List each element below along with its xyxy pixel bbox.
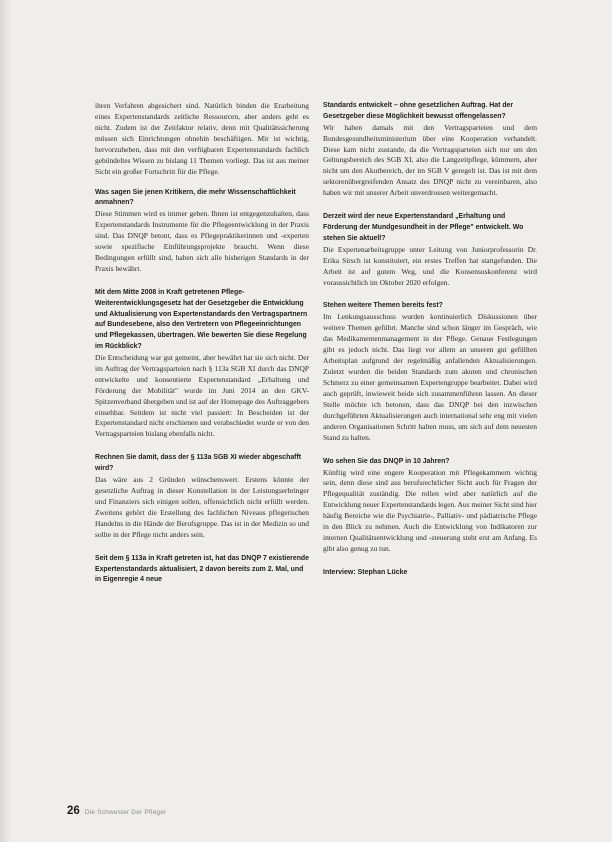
right-column xyxy=(323,101,537,579)
answer-paragraph: Die Entscheidung war gut gemeint, aber bewährt hat sie sich nicht. Der im Auftrag der Vertragsparteien nach § 113a SGB XI durch das DNQP entwickelte und konsentierte Expertenstandard „Erhaltung und Förderung der Mobilität" wurde im Juni 2014 an den GKV-Spitzenverband übergeben und ist auf der Homepage des Auftraggebers einsehbar. Seitdem ist nicht viel passiert: In Bescheiden ist der Expertenstandard nicht erschienen und verabschiedet wurde er von den Vertragsparteien bislang ebenfalls nicht. xyxy=(95,352,309,439)
answer-paragraph: Diese Stimmen wird es immer geben. Ihnen ist entgegenzuhalten, dass Expertenstandards Instrumente für die Pflegeentwicklung in der Praxis sind. Das DNQP betont, dass es Pflegepraktikerinnen und -experten sowie spezifische Einführungsprojekte braucht. Wenn diese Bedingungen erfüllt sind, haben sich alle bisherigen Standards in der Praxis bewährt. xyxy=(95,209,309,274)
left-column xyxy=(95,101,309,586)
interview-question: Mit dem Mitte 2008 in Kraft getretenen Pflege-Weiterentwicklungsgesetz hat der Gesetzgeber die Entwicklung und Aktualisierung von Expertenstandards den Vertragspartnern auf Bundesebene, also den Vertretern von Pflegeeinrichtungen und Pflegekassen, übertragen. Wie bewerten Sie diese Regelung im Rückblick? xyxy=(95,288,308,350)
interview-question: Stehen weitere Themen bereits fest? xyxy=(323,302,443,310)
magazine-name: Die Schwester Der Pfleger xyxy=(84,809,167,816)
page-gutter-shadow xyxy=(0,0,12,842)
interview-question: Seit dem § 113a in Kraft getreten ist, hat das DNQP 7 existierende Expertenstandards aktualisiert, 2 davon bereits zum 2. Mal, und in Eigenregie 4 neue xyxy=(95,554,309,584)
interview-question: Derzeit wird der neue Expertenstandard „Erhaltung und Förderung der Mundgesundheit in der Pflege" entwickelt. Wo stehen Sie aktuell? xyxy=(323,213,524,242)
answer-paragraph: Künftig wird eine engere Kooperation mit Pflegekammern wichtig sein, denn diese sind aus berufsrechtlicher Sicht auch für Fragen der Pflegequalität zuständig. Die rollen wird aber natürlich auf die Entwicklung neuer Expertenstandards legen. Aus meiner Sicht sind hier häufig Bereiche wie die Psychiatrie-, Palliativ- und pädiatrische Pflege in den Blick zu nehmen. Auch die Entwicklung von Indikatoren zur internen Qualitätsentwicklung und -steuerung steht erst am Anfang. Es gibt also genug zu tun. xyxy=(323,467,537,554)
answer-paragraph: ihren Verfahren abgesichert sind. Natürlich binden die Erarbeitung eines Expertenstandards zeitliche Ressourcen, aber anders geht es nicht. Zudem ist der Zeitfaktor relativ, denn mit Qualitätssicherung müssen sich Einrichtungen ohnehin beschäftigen. Mir ist wichtig, hervorzuheben, dass mit den verfügbaren Expertenstandards fachlich gebündeltes Wissen zu bislang 11 Themen vorliegt. Das ist aus meiner Sicht ein großer Fortschritt für die Pflege. xyxy=(95,101,309,176)
interview-author: Interview: Stephan Lücke xyxy=(323,569,408,577)
answer-paragraph: Die Expertenarbeitsgruppe unter Leitung von Juniorprofessorin Dr. Erika Sirsch ist konstituiert, ein erstes Treffen hat stattgefunden. Die Arbeit ist auf gutem Weg, und die Konsensuskonferenz wird voraussichtlich im Oktober 2020 erfolgen. xyxy=(323,244,537,287)
interview-question: Wo sehen Sie das DNQP in 10 Jahren? xyxy=(323,457,450,465)
interview-question: Standards entwickelt – ohne gesetzlichen Auftrag. Hat der Gesetzgeber diese Möglichkeit bewusst offengelassen? xyxy=(323,102,514,120)
page-footer xyxy=(67,805,166,817)
answer-paragraph: Wir haben damals mit den Vertragsparteien und dem Bundesgesundheitsministerium über eine Kooperation verhandelt. Diese kam nicht zustande, da die Vertragsparteien sich nur um den Geltungsbereich des SGB XI, also die Langzeitpflege, kümmern, aber nicht um den Akutbereich, der im SGB V geregelt ist. Das ist mit dem sektorenübergreifenden Ansatz des DNQP nicht zu vereinbaren, also haben wir mit unserer Arbeit unverdrossen weitergemacht. xyxy=(323,122,537,198)
answer-paragraph: Das wäre aus 2 Gründen wünschenswert. Erstens könnte der gesetzliche Auftrag in dieser Konstellation in der Leistungserbringer und Finanziers sich einigen sollen, offensichtlich nicht erfüllt werden. Zweitens gehört die Erstellung des fachlichen Niveaus pflegerischen Handelns in die Hände der Berufsgruppe. Das ist in der Medizin so und sollte in der Pflege nicht anders sein. xyxy=(95,474,309,539)
interview-question: Was sagen Sie jenen Kritikern, die mehr Wissenschaftlichkeit anmahnen? xyxy=(95,188,296,207)
page-number: 26 xyxy=(67,805,80,817)
interview-question: Rechnen Sie damit, dass der § 113a SGB XI wieder abgeschafft wird? xyxy=(95,454,302,473)
answer-paragraph: Im Lenkungsausschuss wurden kontinuierlich Diskussionen über weitere Themen geführt. Manche sind schon länger im Gespräch, wie das Medikamentenmanagement in der Pflege. Genaue Festlegungen gibt es jedoch nicht. Das liegt vor allem an unseren gut gefüllten Arbeitsplan aufgrund der regelmäßig anfallenden Aktualisierungen. Zuletzt wurden die beiden Standards zum akuten und chronischen Schmerz zu einer gemeinsamen Expertengruppe bearbeitet. Dabei wird auch geprüft, inwieweit beide sich zusammenführen lassen. An dieser Stelle möchte ich betonen, dass das DNQP bei den inzwischen durchgeführten Aktualisierungen auch international sehr eng mit vielen anderen Organisationen Schritt halten muss, um sich auf dem neuesten Stand zu halten. xyxy=(323,312,537,442)
